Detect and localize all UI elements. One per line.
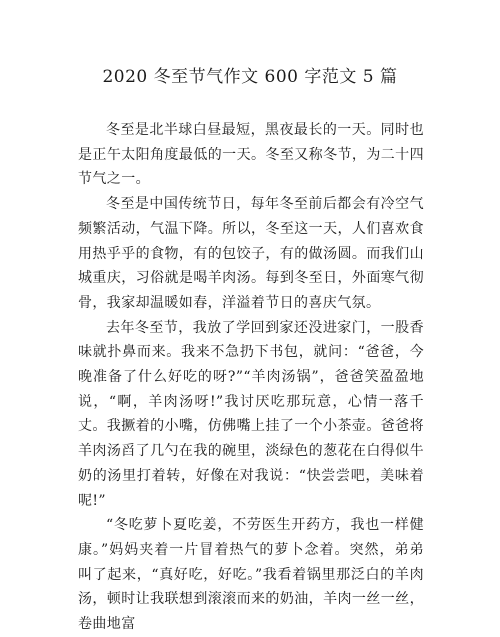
paragraph-1: 冬至是北半球白昼最短，黑夜最长的一天。同时也是正午太阳角度最低的一天。冬至又称冬节，为二十四节气之一。 — [78, 122, 424, 188]
paragraph-3: 去年冬至节，我放了学回到家还没进家门，一股香味就扑鼻而来。我来不急扔下书包，就问：“爸爸，今晚准备了什么好吃的呀?”“羊肉汤锅”，爸爸笑盈盈地说，“啊，羊肉汤呀!”我讨厌吃那玩意，心情一落千丈。我撅着的小嘴，仿佛嘴上挂了一个小茶壶。爸爸将羊肉汤舀了几勺在我的碗里，淡绿色的葱花在白得似牛奶的汤里打着转，好像在对我说：“快尝尝吧，美味着呢!” — [78, 319, 424, 509]
document-title: 2020 冬至节气作文 600 字范文 5 篇 — [102, 67, 398, 87]
paragraph-2: 冬至是中国传统节日，每年冬至前后都会有冷空气频繁活动，气温下降。所以，冬至这一天，人们喜欢食用热乎乎的食物，有的包饺子，有的做汤圆。而我们山城重庆，习俗就是喝羊肉汤。每到冬至日，外面寒气彻骨，我家却温暖如春，洋溢着节日的喜庆气氛。 — [78, 196, 424, 311]
document-body — [78, 118, 424, 637]
paragraph-4: “冬吃萝卜夏吃姜，不劳医生开药方，我也一样健康。”妈妈夹着一片冒着热气的萝卜念着。突然，弟弟叫了起来，“真好吃，好吃。”我看着锅里那泛白的羊肉汤，顿时让我联想到滚滚而来的奶油，羊肉一丝一丝，卷曲地富 — [78, 517, 424, 633]
